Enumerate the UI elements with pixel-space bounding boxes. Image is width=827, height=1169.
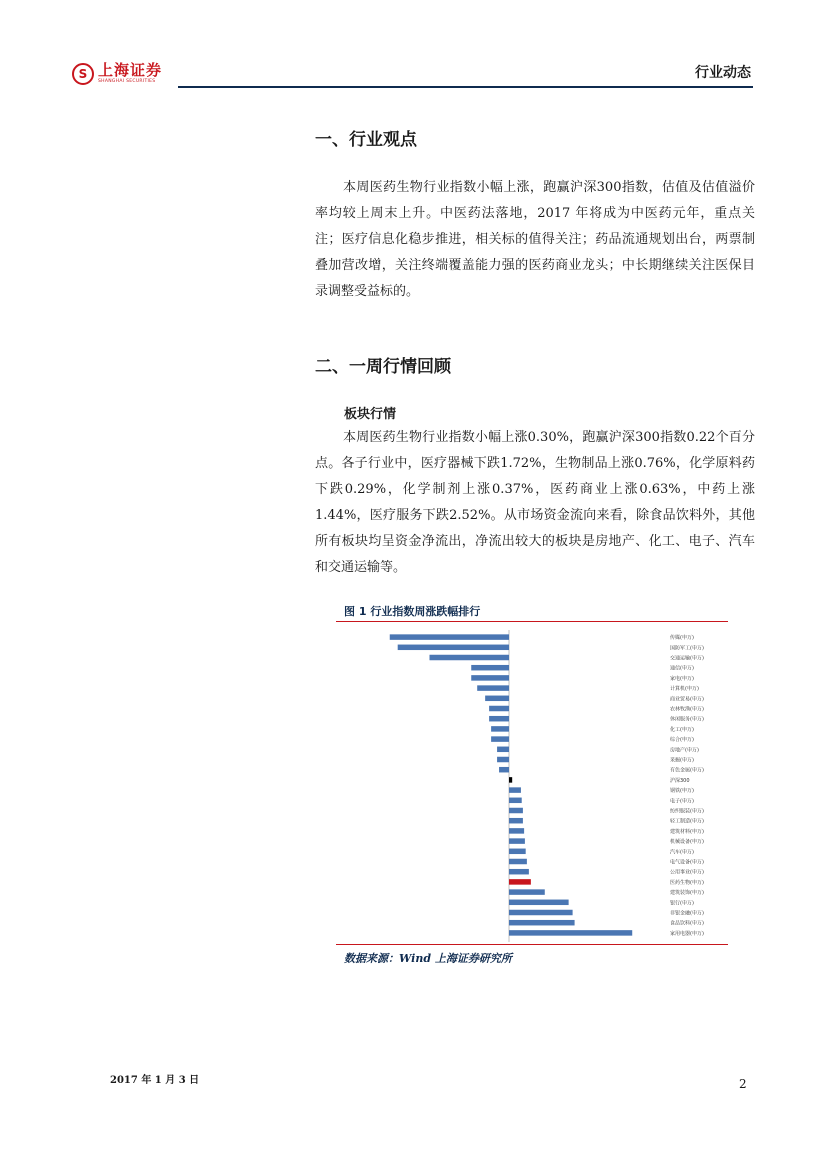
section2-heading: 二、一周行情回顾	[315, 357, 451, 377]
category-label: 房地产(申万)	[670, 747, 699, 754]
category-label: 建筑材料(申万)	[670, 828, 704, 835]
chart-bar	[390, 634, 509, 640]
category-label: 沪深300	[670, 777, 690, 784]
category-label: 通信(申万)	[670, 665, 694, 672]
chart-bar	[509, 798, 522, 804]
chart-bar	[499, 767, 509, 773]
chart-bar	[509, 838, 525, 844]
category-label: 化工(申万)	[670, 726, 694, 733]
category-label: 综合(申万)	[670, 737, 694, 744]
category-label: 机械设备(申万)	[670, 839, 704, 846]
chart-bar	[509, 777, 512, 783]
category-label: 银行(申万)	[670, 900, 694, 907]
chart-bar	[509, 920, 575, 926]
chart-bar	[471, 665, 509, 671]
category-label: 国防军工(申万)	[670, 645, 704, 652]
industry-ranking-chart	[336, 622, 728, 942]
chart-bar	[489, 716, 509, 722]
section1-heading: 一、行业观点	[315, 130, 417, 150]
category-label: 家用电器(申万)	[670, 930, 704, 937]
chart-bar	[509, 869, 529, 875]
chart-bar	[509, 930, 632, 936]
chart-bar	[509, 910, 573, 916]
section1-paragraph: 本周医药生物行业指数小幅上涨，跑赢沪深300指数，估值及估值溢价率均较上周末上升。中医药法落地，2017 年将成为中医药元年，重点关注；医疗信息化稳步推进，相关标的值得关注；药品流通规划出台，两票制叠加营改增，关注终端覆盖能力强的医药商业龙头；中长期继续关注医保目录调整受益标的。	[315, 180, 755, 299]
category-label: 钢铁(申万)	[670, 788, 694, 795]
chart-bar	[509, 879, 531, 885]
category-label: 建筑装饰(申万)	[670, 890, 704, 897]
section2-subheading: 板块行情	[344, 407, 397, 422]
category-label: 电子(申万)	[670, 798, 694, 805]
chart-bar	[497, 747, 509, 753]
chart-bar	[485, 696, 509, 702]
report-date: 2017 年 1 月 3 日	[110, 1075, 200, 1086]
page-number: 2	[739, 1077, 747, 1091]
chart-bar	[509, 787, 521, 793]
report-type-tag: 行业动态	[695, 65, 751, 81]
header-divider	[178, 86, 753, 88]
category-label: 计算机(申万)	[670, 686, 699, 693]
chart-bar	[398, 645, 509, 651]
figure-title: 图 1 行业指数周涨跌幅排行	[344, 605, 481, 618]
category-label: 有色金属(申万)	[670, 767, 704, 774]
chart-bar	[509, 828, 524, 834]
category-label: 电气设备(申万)	[670, 859, 704, 866]
category-label: 非银金融(申万)	[670, 910, 704, 917]
category-label: 轻工制造(申万)	[670, 818, 704, 825]
logo-chinese-name: 上海证券	[98, 61, 163, 80]
chart-bar	[509, 808, 523, 814]
category-label: 农林牧渔(申万)	[670, 706, 704, 713]
category-label: 商业贸易(申万)	[670, 696, 704, 703]
chart-bar	[509, 900, 569, 906]
chart-bar	[430, 655, 510, 661]
company-logo	[72, 60, 168, 88]
category-label: 纺织服装(申万)	[670, 808, 704, 815]
chart-bar	[509, 849, 526, 855]
category-label: 家电(申万)	[670, 675, 694, 682]
chart-bar	[509, 859, 527, 865]
chart-bar	[509, 889, 545, 895]
category-label: 交通运输(申万)	[670, 655, 704, 662]
logo-icon: S	[72, 63, 94, 85]
category-label: 医药生物(申万)	[670, 879, 704, 886]
category-label: 采掘(申万)	[670, 757, 694, 764]
figure-source: 数据来源：Wind 上海证券研究所	[344, 952, 512, 965]
logo-english-name: SHANGHAI SECURITIES	[98, 79, 156, 85]
category-label: 传媒(申万)	[670, 635, 694, 642]
category-label: 公用事业(申万)	[670, 869, 704, 876]
section2-paragraph: 本周医药生物行业指数小幅上涨0.30%，跑赢沪深300指数0.22个百分点。各子行业中，医疗器械下跌1.72%，生物制品上涨0.76%，化学原料药下跌0.29%，化学制剂上涨0.37%，医药商业上涨0.63%，中药上涨1.44%，医疗服务下跌2.52%。从市场资金流向来看，除食品饮料外，其他所有板块均呈资金净流出，净流出较大的板块是房地产、化工、电子、汽车和交通运输等。	[315, 430, 755, 575]
chart-bar	[509, 818, 523, 824]
chart-bar	[489, 706, 509, 712]
chart-bar	[497, 757, 509, 763]
category-label: 休闲服务(申万)	[670, 716, 704, 723]
chart-bar	[491, 726, 509, 732]
chart-bar	[477, 685, 509, 691]
chart-bar	[471, 675, 509, 681]
chart-bar	[491, 736, 509, 742]
category-label: 汽车(申万)	[670, 849, 694, 856]
figure-bottom-rule	[336, 944, 728, 945]
category-label: 食品饮料(申万)	[670, 920, 704, 927]
